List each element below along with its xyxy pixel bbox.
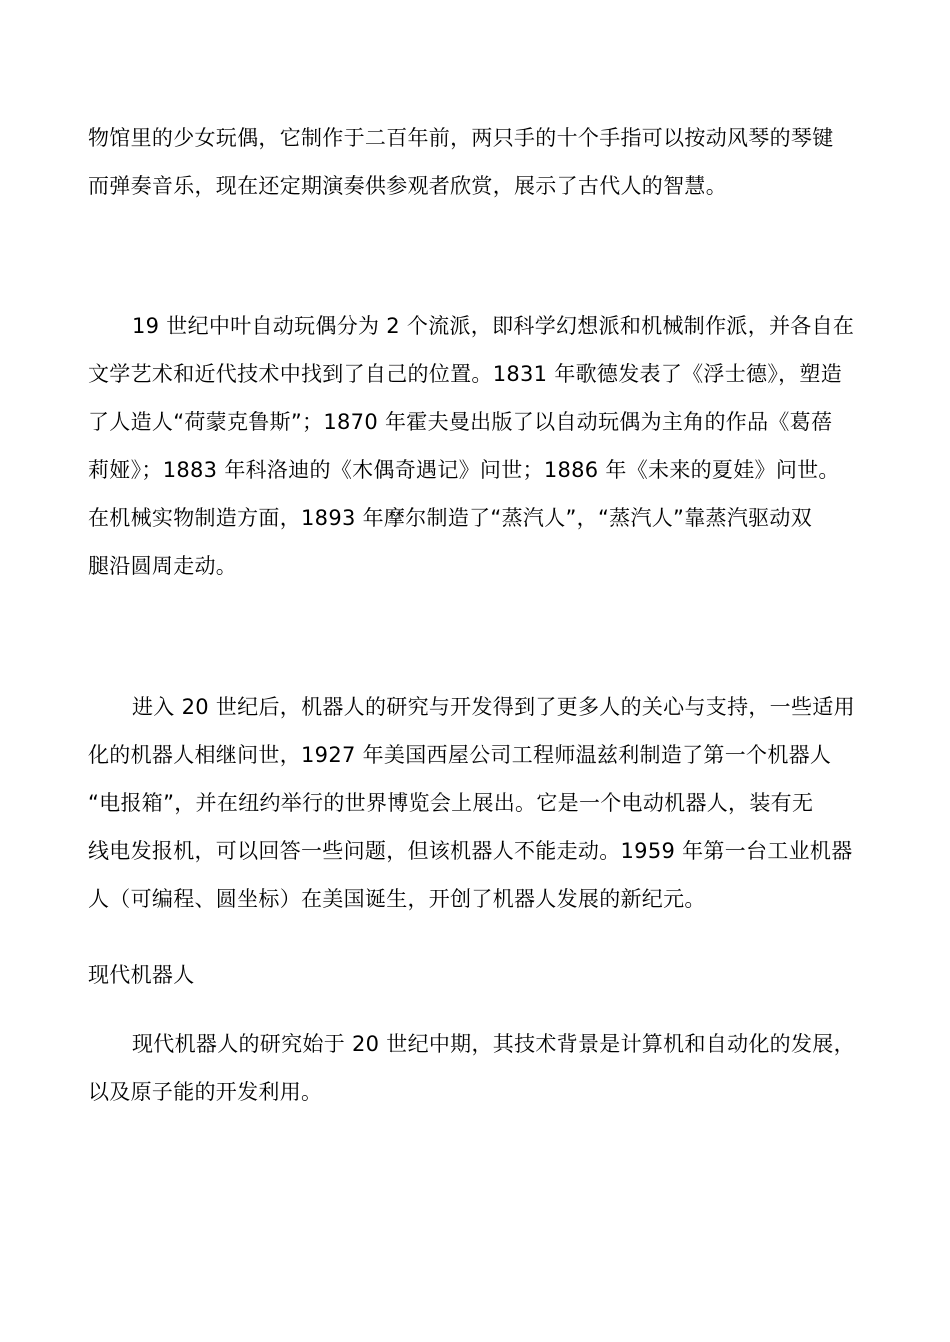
paragraph-line: 进入 20 世纪后，机器人的研究与开发得到了更多人的关心与支持，一些适用 — [132, 695, 855, 719]
paragraph-line: 现代机器人的研究始于 20 世纪中期，其技术背景是计算机和自动化的发展， — [132, 1032, 855, 1056]
paragraph-19th-century — [88, 302, 868, 590]
paragraph-ancient-doll — [88, 114, 868, 210]
paragraph-line: 腿沿圆周走动。 — [88, 554, 238, 578]
paragraph-line: 化的机器人相继问世，1927 年美国西屋公司工程师温兹利制造了第一个机器人 — [88, 743, 832, 767]
section-heading-text: 现代机器人 — [88, 963, 195, 987]
paragraph-20th-century — [88, 683, 868, 923]
paragraph-line: 莉娅》；1883 年科洛迪的《木偶奇遇记》问世；1886 年《未来的夏娃》问世。 — [88, 458, 840, 482]
paragraph-modern-robots — [88, 1020, 868, 1116]
paragraph-line: 以及原子能的开发利用。 — [88, 1080, 323, 1104]
paragraph-line: 在机械实物制造方面，1893 年摩尔制造了“蒸汽人”，“蒸汽人”靠蒸汽驱动双 — [88, 506, 813, 530]
paragraph-line: 物馆里的少女玩偶，它制作于二百年前，两只手的十个手指可以按动风琴的琴键 — [88, 126, 834, 150]
paragraph-line: “电报箱”，并在纽约举行的世界博览会上展出。它是一个电动机器人，装有无 — [88, 791, 814, 815]
paragraph-line: 而弹奏音乐，现在还定期演奏供参观者欣赏，展示了古代人的智慧。 — [88, 174, 727, 198]
paragraph-line: 人（可编程、圆坐标）在美国诞生，开创了机器人发展的新纪元。 — [88, 887, 706, 911]
section-heading — [88, 951, 868, 999]
paragraph-line: 19 世纪中叶自动玩偶分为 2 个流派，即科学幻想派和机械制作派，并各自在 — [132, 314, 855, 338]
paragraph-line: 了人造人“荷蒙克鲁斯”；1870 年霍夫曼出版了以自动玩偶为主角的作品《葛蓓 — [88, 410, 833, 434]
paragraph-line: 线电发报机，可以回答一些问题，但该机器人不能走动。1959 年第一台工业机器 — [88, 839, 853, 863]
paragraph-line: 文学艺术和近代技术中找到了自己的位置。1831 年歌德发表了《浮士德》，塑造 — [88, 362, 843, 386]
